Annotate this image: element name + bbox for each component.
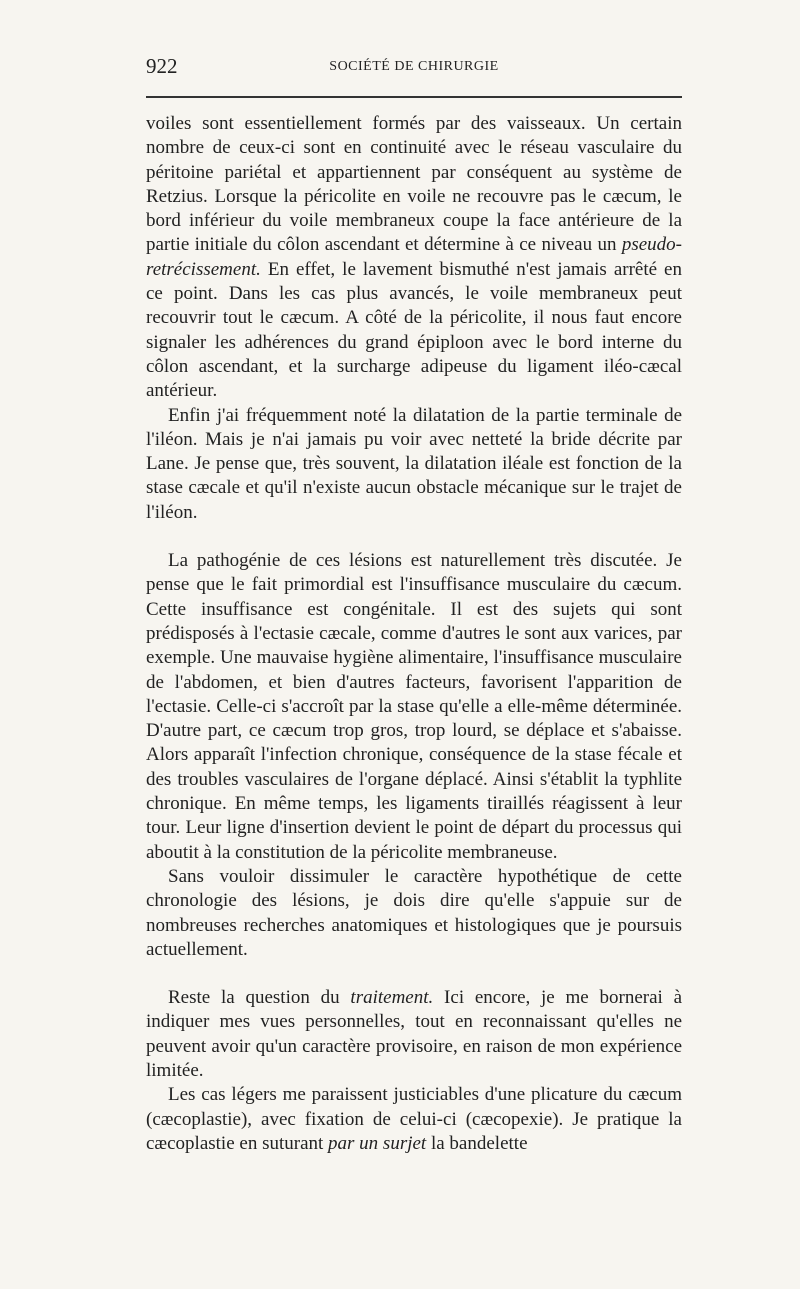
paragraph-3: La pathogénie de ces lésions est naturellement très discutée. Je pense que le fait primordial est l'insuffisance musculaire du cæcum. Cette insuffisance est congénitale. Il est des sujets qui sont prédisposés à l'ectasie cæcale, comme d'autres le sont aux varices, par exemple. Une mauvaise hygiène alimentaire, l'insuffisance musculaire de l'abdomen, et bien d'autres facteurs, favorisent l'apparition de l'ectasie. Celle-ci s'accroît par la stase qu'elle a elle-même déterminée. D'autre part, ce cæcum trop gros, trop lourd, se déplace et s'abaisse. Alors apparaît l'infection chronique, conséquence de la stase fécale et des troubles vasculaires de l'organe déplacé. Ainsi s'établit la typhlite chronique. En même temps, les ligaments tiraillés réagissent à leur tour. Leur ligne d'insertion devient le point de départ du processus qui aboutit à la constitution de la péricolite membraneuse.: [146, 550, 682, 863]
paragraph-4: Sans vouloir dissimuler le caractère hypothétique de cette chronologie des lésions, je dois dire qu'elle s'appuie sur de nombreuses recherches anatomiques et histologiques que je poursuis actuellement.: [146, 865, 682, 960]
header-rule: [146, 96, 682, 98]
paragraph-6-text-end: la bandelette: [426, 1132, 528, 1154]
body-text: [146, 112, 682, 1156]
paragraph-5: [146, 986, 682, 1083]
paragraph-6-text: Les cas légers me paraissent justiciables d'une plicature du cæcum (cæcoplastie), avec fixation de celui-ci (cæcopexie). Je pratique la cæcoplastie en suturant: [146, 1084, 682, 1154]
paragraph-6: [146, 1083, 682, 1156]
page-number: 922: [146, 54, 178, 78]
paragraph-2: Enfin j'ai fréquemment noté la dilatation de la partie terminale de l'iléon. Mais je n'ai jamais pu voir avec netteté la bride décrite par Lane. Je pense que, très souvent, la dilatation iléale est fonction de la stase cæcale et qu'il n'existe aucun obstacle mécanique sur le trajet de l'iléon.: [146, 404, 682, 523]
paragraph-1-text: voiles sont essentiellement formés par des vaisseaux. Un certain nombre de ceux-ci sont en continuité avec le réseau vasculaire du péritoine pariétal et appartiennent par conséquent au système de Retzius. Lorsque la péricolite en voile ne recouvre pas le cæcum, le bord inférieur du voile membraneux coupe la face antérieure de la partie initiale du côlon ascendant et détermine à ce niveau un: [146, 113, 682, 256]
paragraph-1: [146, 112, 682, 404]
paragraph-5-text-end: Ici encore, je me bornerai à indiquer mes vues personnelles, tout en reconnaissant qu'elles ne peuvent avoir qu'un caractère provisoire, en raison de mon expérience limitée.: [146, 987, 683, 1081]
running-head: SOCIÉTÉ DE CHIRURGIE: [329, 59, 499, 74]
page-header: [146, 54, 682, 80]
paragraph-1-emphasis: pseudo-retrécissement.: [146, 234, 682, 280]
paragraph-5-text: Reste la question du: [168, 987, 351, 1009]
paragraph-6-emphasis: par un surjet: [328, 1132, 427, 1154]
paragraph-1-text-end: En effet, le lavement bismuthé n'est jamais arrêté en ce point. Dans les cas plus avancés, le voile membraneux peut recouvrir tout le cæcum. A côté de la péricolite, il nous faut encore signaler les adhérences du grand épiploon avec le bord interne du côlon ascendant, et la surcharge adipeuse du ligament iléo-cæcal antérieur.: [146, 258, 682, 402]
paragraph-5-emphasis: traitement.: [350, 987, 434, 1009]
